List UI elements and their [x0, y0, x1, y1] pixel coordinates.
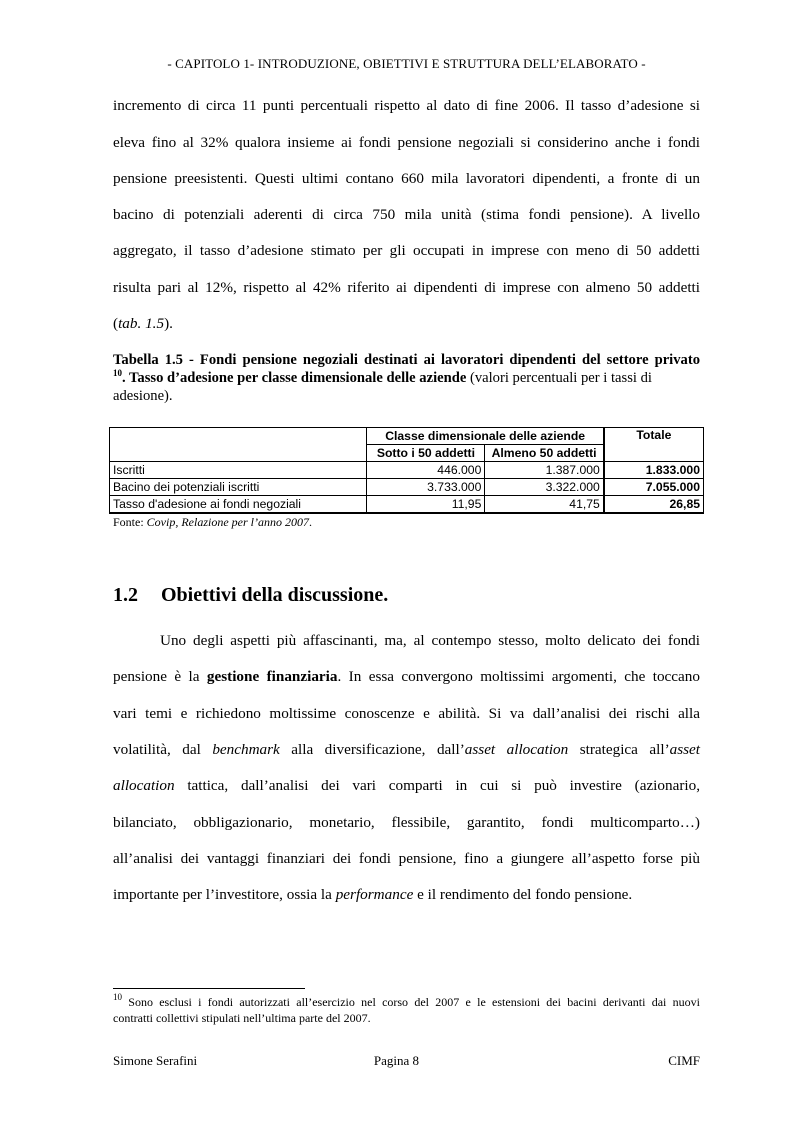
table-source: Fonte: Covip, Relazione per l’anno 2007. — [113, 515, 312, 529]
table-caption-line1: Tabella 1.5 - Fondi pensione negoziali destinati ai lavoratori dipendenti del settore privato — [113, 352, 700, 368]
footer-org: CIMF — [668, 1053, 700, 1068]
footnote-ref: 10 — [113, 368, 122, 378]
body-line: vari temi e richiedono moltissime conoscenze e abilità. Si va dall’analisi dei rischi alla — [113, 705, 700, 722]
cell-value: 11,95 — [367, 496, 485, 514]
table-row — [110, 496, 704, 514]
column-header: Almeno 50 addetti — [485, 445, 604, 462]
body-line: importante per l’investitore, ossia la performance e il rendimento del fondo pensione. — [113, 886, 633, 903]
cell-value: 3.322.000 — [485, 479, 604, 496]
table-corner-cell — [110, 428, 367, 462]
cell-value: 446.000 — [367, 462, 485, 479]
footnote-line: $^{10}$ Sono esclusi i fondi autorizzati all’esercizio nel corso del 2007 e le estensioni dei bacini derivanti dai nuovi — [113, 992, 700, 1009]
table-row — [110, 479, 704, 496]
body-line: pensione preesistenti. Questi ultimi contano 660 mila lavoratori dipendenti, a fronte di un — [113, 170, 700, 187]
body-line: aggregato, il tasso d’adesione stimato per gli occupati in imprese con meno di 50 addetti — [113, 242, 700, 259]
body-line: risulta pari al 12%, rispetto al 42% riferito ai dipendenti di imprese con almeno 50 addetti — [113, 279, 700, 296]
table-caption-line2: $^{10}$. Tasso d’adesione per classe dimensionale delle aziende (valori percentuali per i tassi di adesione). — [113, 368, 652, 404]
cell-value: 3.733.000 — [367, 479, 485, 496]
body-line: (tab. 1.5). — [113, 315, 173, 332]
footnote-divider — [113, 988, 305, 989]
row-label: Iscritti — [110, 462, 367, 479]
group-header: Classe dimensionale delle aziende — [367, 428, 604, 445]
cell-total: 1.833.000 — [604, 462, 704, 479]
table-reference: tab. 1.5 — [118, 315, 165, 332]
row-label: Tasso d'adesione ai fondi negoziali — [110, 496, 367, 514]
row-label: Bacino dei potenziali iscritti — [110, 479, 367, 496]
footer-author: Simone Serafini — [113, 1053, 198, 1068]
body-line: bacino di potenziali aderenti di circa 750 mila unità (stima fondi pensione). A livello — [113, 206, 700, 223]
body-line: all’analisi dei vantaggi finanziari dei fondi pensione, fino a giungere all’aspetto forse più — [113, 850, 700, 867]
column-header: Sotto i 50 addetti — [367, 445, 485, 462]
body-line: volatilità, dal benchmark alla diversificazione, dall’asset allocation strategica all’asset — [113, 741, 700, 758]
section-title: Obiettivi della discussione. — [161, 584, 389, 606]
body-line: bilanciato, obbligazionario, monetario, flessibile, garantito, fondi multicomparto…) — [113, 814, 700, 831]
body-line: pensione è la gestione finanziaria. In essa convergono moltissimi argomenti, che toccano — [113, 668, 700, 685]
body-line: Uno degli aspetti più affascinanti, ma, al contempo stesso, molto delicato dei fondi — [160, 632, 700, 649]
total-header: Totale — [604, 428, 704, 462]
table-row — [110, 462, 704, 479]
section-heading — [113, 584, 388, 607]
page-header: - CAPITOLO 1- INTRODUZIONE, OBIETTIVI E STRUTTURA DELL’ELABORATO - — [167, 56, 646, 71]
body-line: incremento di circa 11 punti percentuali rispetto al dato di fine 2006. Il tasso d’adesione si — [113, 97, 700, 114]
emphasis: gestione finanziaria — [206, 668, 338, 685]
data-table — [109, 427, 704, 514]
cell-value: 41,75 — [485, 496, 604, 514]
body-line: allocation tattica, dall’analisi dei vari comparti in cui si può investire (azionario, — [113, 777, 700, 794]
section-number: 1.2 — [113, 584, 138, 606]
cell-value: 1.387.000 — [485, 462, 604, 479]
cell-total: 7.055.000 — [604, 479, 704, 496]
footer-page-number: Pagina 8 — [373, 1053, 420, 1068]
cell-total: 26,85 — [604, 496, 704, 514]
body-line: eleva fino al 32% qualora insieme ai fondi pensione negoziali si considerino anche i fondi — [113, 134, 700, 151]
footnote-line: contratti collettivi stipulati nell’ultima parte del 2007. — [113, 1011, 371, 1025]
footnote-mark: 10 — [113, 992, 122, 1002]
